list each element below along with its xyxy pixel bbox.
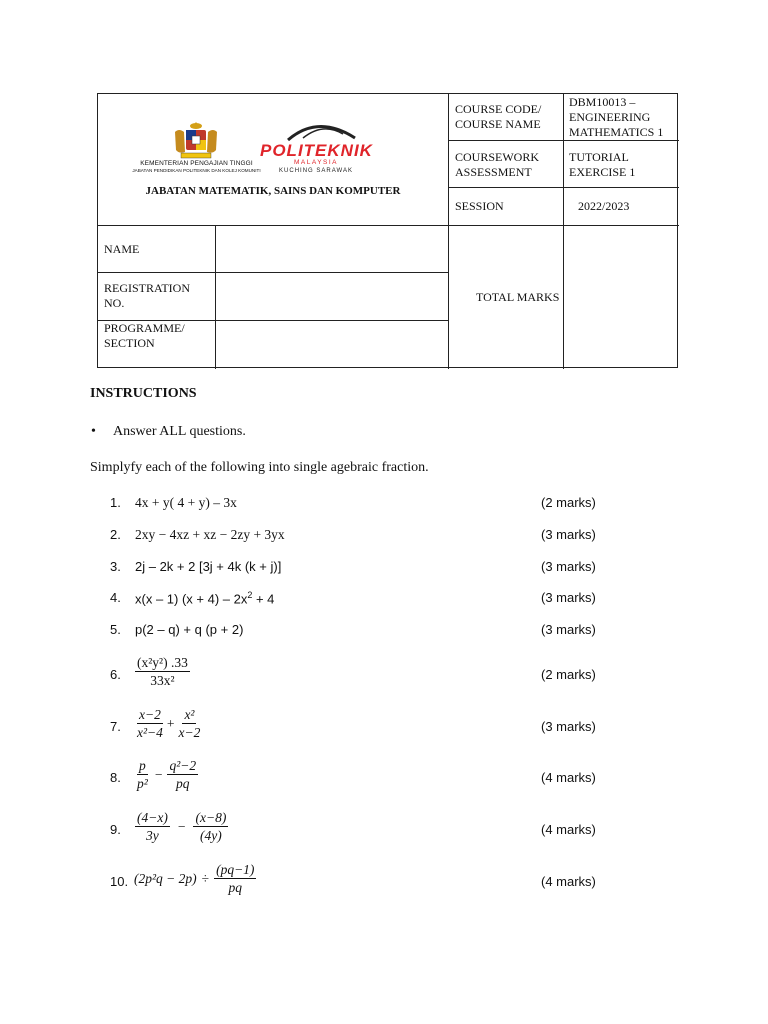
question-marks: (3 marks) bbox=[541, 622, 596, 637]
question-expression bbox=[135, 654, 190, 689]
registration-field[interactable] bbox=[216, 273, 448, 320]
fraction-denominator: pq bbox=[228, 880, 242, 895]
fraction bbox=[167, 757, 198, 792]
instruction-bullet bbox=[91, 424, 246, 440]
politeknik-logo bbox=[260, 142, 372, 175]
fraction-numerator: x² bbox=[184, 707, 195, 722]
operator: − bbox=[154, 766, 163, 782]
fraction-numerator: (pq−1) bbox=[216, 862, 255, 877]
question-number: 9. bbox=[110, 822, 121, 837]
bullet-dot-icon: • bbox=[91, 424, 96, 439]
question-marks: (3 marks) bbox=[541, 590, 596, 605]
instructions-title: INSTRUCTIONS bbox=[90, 386, 197, 401]
question-expression: p(2 – q) + q (p + 2) bbox=[135, 622, 244, 637]
fraction-denominator: x−2 bbox=[178, 725, 201, 740]
header-table bbox=[97, 93, 678, 368]
question-marks: (4 marks) bbox=[541, 822, 596, 837]
course-code-label: COURSE CODE/ COURSE NAME bbox=[455, 102, 542, 131]
question-marks: (4 marks) bbox=[541, 874, 596, 889]
divider bbox=[448, 94, 449, 369]
question-number: 8. bbox=[110, 770, 121, 785]
ministry-line1: KEMENTERIAN PENGAJIAN TINGGI bbox=[140, 160, 253, 167]
fraction-denominator: (4y) bbox=[200, 828, 222, 843]
malaysia-crest-icon bbox=[171, 122, 221, 160]
fraction bbox=[177, 706, 203, 741]
politeknik-country: MALAYSIA bbox=[293, 159, 339, 166]
question-expression bbox=[135, 809, 228, 844]
question-marks: (3 marks) bbox=[541, 527, 596, 542]
operator: − bbox=[177, 818, 186, 834]
operator: ÷ bbox=[201, 870, 210, 886]
session-value: 2022/2023 bbox=[578, 199, 630, 213]
question-marks: (4 marks) bbox=[541, 770, 596, 785]
instruction-text: Answer ALL questions. bbox=[113, 424, 246, 439]
question-number: 4. bbox=[110, 590, 121, 605]
fraction-denominator: pq bbox=[176, 776, 190, 791]
total-marks-field[interactable] bbox=[564, 226, 678, 368]
programme-field[interactable] bbox=[216, 321, 448, 368]
logo-area bbox=[98, 94, 448, 225]
politeknik-arc-icon bbox=[283, 122, 358, 142]
question-marks: (3 marks) bbox=[541, 559, 596, 574]
fraction-numerator: (x−8) bbox=[195, 810, 227, 825]
programme-label: PROGRAMME/ SECTION bbox=[104, 321, 185, 350]
fraction-denominator: 3y bbox=[146, 828, 159, 843]
question-number: 6. bbox=[110, 667, 121, 682]
fraction-denominator: p² bbox=[137, 776, 148, 791]
question-expression bbox=[135, 757, 198, 792]
registration-label: REGISTRATION NO. bbox=[104, 281, 190, 310]
session-label: SESSION bbox=[455, 199, 504, 213]
question-expression: 2j – 2k + 2 [3j + 4k (k + j)] bbox=[135, 559, 282, 574]
fraction-denominator: 33x² bbox=[150, 673, 175, 688]
question-marks: (2 marks) bbox=[541, 667, 596, 682]
ministry-name bbox=[124, 160, 269, 174]
fraction bbox=[135, 706, 165, 741]
expr-lead: (2p²q − 2p) bbox=[134, 870, 197, 886]
name-field[interactable] bbox=[216, 226, 448, 272]
expr-part: + 4 bbox=[252, 591, 275, 607]
question-number: 2. bbox=[110, 527, 121, 542]
divider bbox=[448, 140, 679, 141]
question-expression bbox=[134, 861, 256, 896]
name-label: NAME bbox=[104, 242, 140, 256]
politeknik-name: POLITEKNIK bbox=[260, 141, 373, 160]
fraction bbox=[193, 809, 228, 844]
question-expression bbox=[135, 590, 274, 606]
fraction-denominator: x²−4 bbox=[137, 725, 163, 740]
fraction-numerator: (x²y²) .33 bbox=[137, 655, 188, 670]
ministry-line2: JABATAN PENDIDIKAN POLITEKNIK DAN KOLEJ KOMUNITI bbox=[132, 168, 261, 173]
operator: + bbox=[166, 715, 175, 731]
question-marks: (2 marks) bbox=[541, 495, 596, 510]
expr-part: x(x – 1) (x + 4) – 2x bbox=[135, 591, 248, 607]
question-marks: (3 marks) bbox=[541, 719, 596, 734]
question-number: 1. bbox=[110, 495, 121, 510]
question-number: 10. bbox=[110, 874, 129, 889]
divider bbox=[448, 187, 679, 188]
intro-text: Simplyfy each of the following into single agebraic fraction. bbox=[90, 460, 429, 475]
question-expression: 4x + y( 4 + y) – 3x bbox=[135, 495, 237, 510]
question-number: 7. bbox=[110, 719, 121, 734]
total-marks-label: TOTAL MARKS bbox=[476, 290, 560, 304]
question-expression: 2xy − 4xz + xz − 2zy + 3yx bbox=[135, 527, 285, 542]
fraction-numerator: x−2 bbox=[139, 707, 161, 722]
question-number: 5. bbox=[110, 622, 121, 637]
fraction-numerator: (4−x) bbox=[137, 810, 168, 825]
question-expression bbox=[135, 706, 202, 741]
question-number: 3. bbox=[110, 559, 121, 574]
fraction bbox=[214, 861, 256, 896]
fraction bbox=[135, 809, 170, 844]
coursework-value: TUTORIAL EXERCISE 1 bbox=[569, 150, 636, 179]
coursework-label: COURSEWORK ASSESSMENT bbox=[455, 150, 540, 179]
expr-exponent: 2 bbox=[247, 590, 253, 600]
department-name: JABATAN MATEMATIK, SAINS DAN KOMPUTER bbox=[145, 185, 401, 197]
course-code-value: DBM10013 – ENGINEERING MATHEMATICS 1 bbox=[569, 95, 664, 139]
fraction bbox=[135, 654, 190, 689]
fraction-numerator: p bbox=[139, 758, 146, 773]
fraction-numerator: q²−2 bbox=[169, 758, 197, 773]
politeknik-campus: KUCHING SARAWAK bbox=[279, 168, 353, 174]
fraction bbox=[135, 757, 150, 792]
